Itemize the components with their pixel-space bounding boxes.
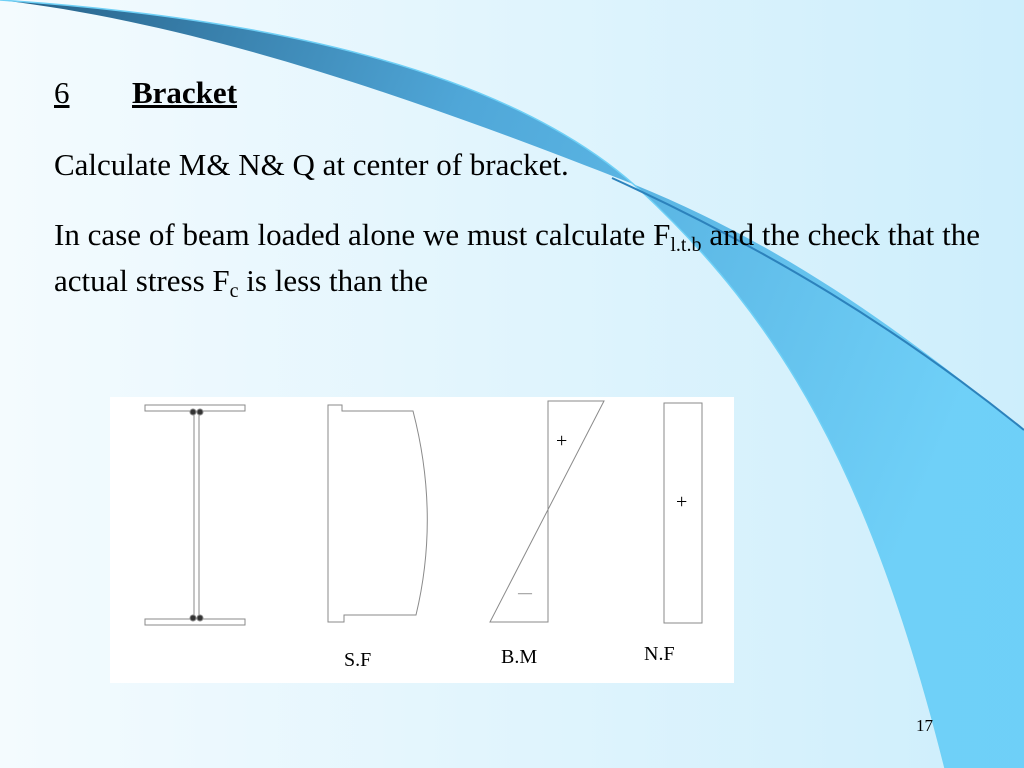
nf-label: N.F bbox=[644, 643, 675, 665]
para-text-3: is less than the bbox=[238, 263, 428, 298]
shear-force-diagram bbox=[328, 405, 427, 622]
sf-label: S.F bbox=[344, 649, 372, 671]
body-paragraph bbox=[54, 212, 980, 304]
para-text-2: and the check that the actual stress F bbox=[54, 217, 980, 298]
bracket-diagram bbox=[110, 397, 734, 683]
diagram-drawing bbox=[110, 397, 734, 683]
subscript-ltb: l.t.b bbox=[670, 234, 702, 256]
para-text-1: In case of beam loaded alone we must calculate F bbox=[54, 217, 671, 252]
subscript-c: c bbox=[229, 280, 239, 302]
heading-number: 6 bbox=[54, 75, 70, 110]
normal-force-diagram bbox=[664, 403, 702, 623]
i-section-beam bbox=[145, 405, 245, 625]
instruction-line: Calculate M& N& Q at center of bracket. bbox=[54, 147, 569, 182]
bm-plus-sign: + bbox=[556, 430, 568, 452]
page-number: 17 bbox=[916, 716, 933, 735]
section-heading bbox=[54, 70, 980, 116]
bm-label: B.M bbox=[501, 646, 538, 668]
bm-minus-sign: — bbox=[518, 586, 532, 601]
heading-title: Bracket bbox=[132, 75, 238, 110]
nf-plus-sign: + bbox=[676, 491, 688, 513]
bending-moment-diagram bbox=[490, 401, 604, 622]
